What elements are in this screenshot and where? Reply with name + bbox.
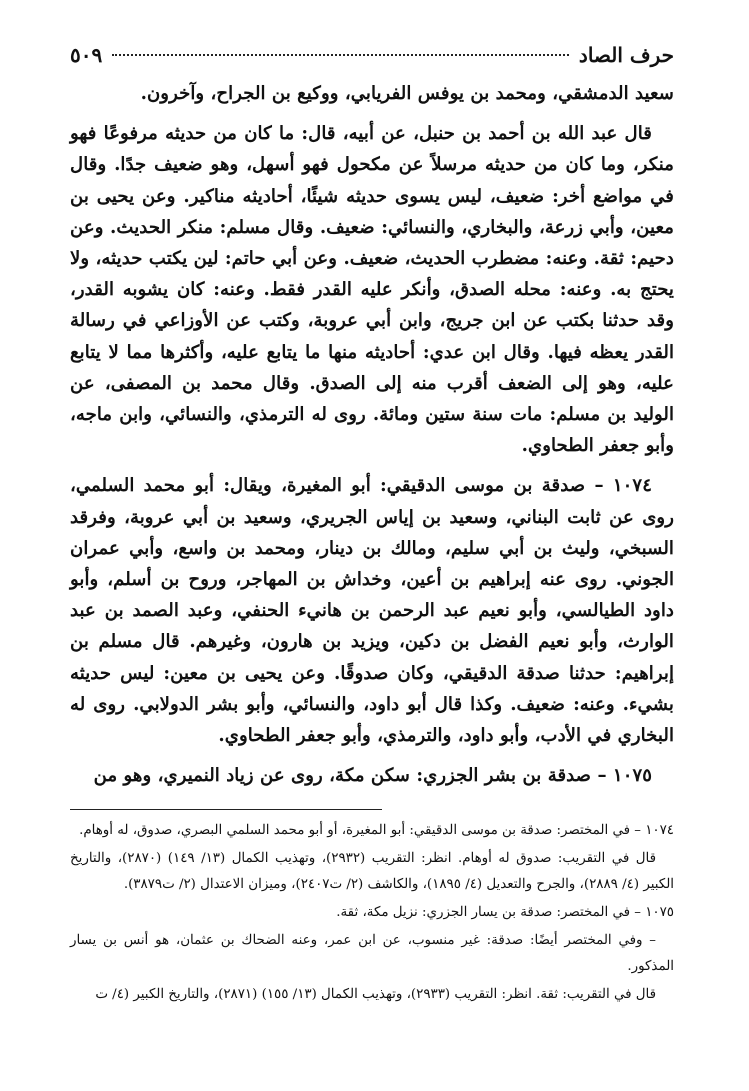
footnote-separator-wrap — [70, 809, 674, 810]
footnote: ١٠٧٤ – في المختصر: صدقة بن موسى الدقيقي: أبو المغيرة، أو أبو محمد السلمي البصري، صدوق، له أوهام. — [79, 823, 674, 839]
entry-text: صدقة بن بشر الجزري: سكن مكة، روى عن زياد النميري، وهو من — [93, 765, 592, 787]
footnote: قال في التقريب: صدوق له أوهام. انظر: التقريب (٢٩٣٢)، وتهذيب الكمال (١٣/ ١٤٩) (٢٨٧٠)، والتاريخ الكبير (٤/ ٢٨٨٩)، والجرح والتعديل (٤/ ١٨٩٥)، والكاشف (٢/ ت٢٤٠٧)، وميزان الاعتدال (٢/ ت٣٨٧٩). — [70, 851, 674, 893]
entry-number: ١٠٧٥ – — [597, 765, 652, 787]
paragraph-continuation: سعيد الدمشقي، ومحمد بن يوفس الفريابي، ووكيع بن الجراح، وآخرون. — [140, 83, 674, 104]
footnotes — [70, 818, 674, 1008]
header-dotted-leader — [112, 54, 569, 56]
entry-number: ١٠٧٤ – — [594, 475, 652, 497]
entry-1074 — [70, 470, 674, 751]
footnote-separator — [70, 809, 382, 810]
footnote: ١٠٧٥ – في المختصر: صدقة بن يسار الجزري: نزيل مكة، ثقة. — [336, 905, 674, 921]
page-header — [70, 40, 674, 70]
page-number: ٥٠٩ — [70, 43, 103, 67]
entry-text: صدقة بن موسى الدقيقي: أبو المغيرة، ويقال: أبو محمد السلمي، روى عن ثابت البناني، وسعيد بن إياس الجريري، وسعيد بن أبي عروبة، وفرقد السبخي، وليث بن أبي سليم، ومالك بن دينار، ومحمد بن واسع، وأبي عمران الجوني. روى عنه إبراهيم بن أعين، وخداش بن المهاجر، وروح بن أسلم، وأبو داود الطيالسي، وأبو نعيم عبد الرحمن بن هانيء الحنفي، وعبد الصمد بن عبد الوارث، وأبو نعيم الفضل بن دكين، ويزيد بن هارون، وغيرهم. قال مسلم بن إبراهيم: حدثنا صدقة الدقيقي، وكان صدوقًا. وعن يحيى بن معين: ليس حديثه بشيء. وعنه: ضعيف. وكذا قال أبو داود، والنسائي، وأبو بشر الدولابي. روى له البخاري في الأدب، وأبو داود، والترمذي، وأبو جعفر الطحاوي. — [70, 475, 674, 747]
main-text — [70, 78, 674, 791]
footnote: قال في التقريب: ثقة. انظر: التقريب (٢٩٣٣)، وتهذيب الكمال (١٣/ ١٥٥) (٢٨٧١)، والتاريخ الكبير (٤/ ت — [95, 987, 656, 1003]
footnote: – وفي المختصر أيضًا: صدقة: غير منسوب، عن ابن عمر، وعنه الضحاك بن عثمان، هو أنس بن يسار المذكور. — [70, 933, 674, 975]
paragraph-narrators-opinions: قال عبد الله بن أحمد بن حنبل، عن أبيه، قال: ما كان من حديثه مرفوعًا فهو منكر، وما كان من حديثه مرسلاً عن مكحول فهو أسهل، وهو ضعيف جدًا. وقال في مواضع أخر: ضعيف، ليس يسوى حديثه شيئًا، أحاديثه مناكير. وعن يحيى بن معين، وأبي زرعة، والبخاري، والنسائي: ضعيف. وقال مسلم: منكر الحديث. وعن دحيم: ثقة. وعنه: مضطرب الحديث، ضعيف. وعن أبي حاتم: لين يكتب حديثه، ولا يحتج به. وعنه: محله الصدق، وأنكر عليه القدر فقط. وعنه: كان يشوبه القدر، وقد حدثنا بكتب عن ابن جريج، وابن أبي عروبة، وكتب عن الأوزاعي في رسالة القدر يعظه فيها. وقال ابن عدي: أحاديثه منها ما يتابع عليه، وأكثرها مما لا يتابع عليه، وهو إلى الضعف أقرب منه إلى الصدق. وقال محمد بن المصفى، عن الوليد بن مسلم: مات سنة ستين ومائة. روى له الترمذي، والنسائي، وابن ماجه، وأبو جعفر الطحاوي. — [70, 123, 674, 457]
entry-1075 — [70, 760, 674, 791]
chapter-title: حرف الصاد — [578, 43, 674, 67]
